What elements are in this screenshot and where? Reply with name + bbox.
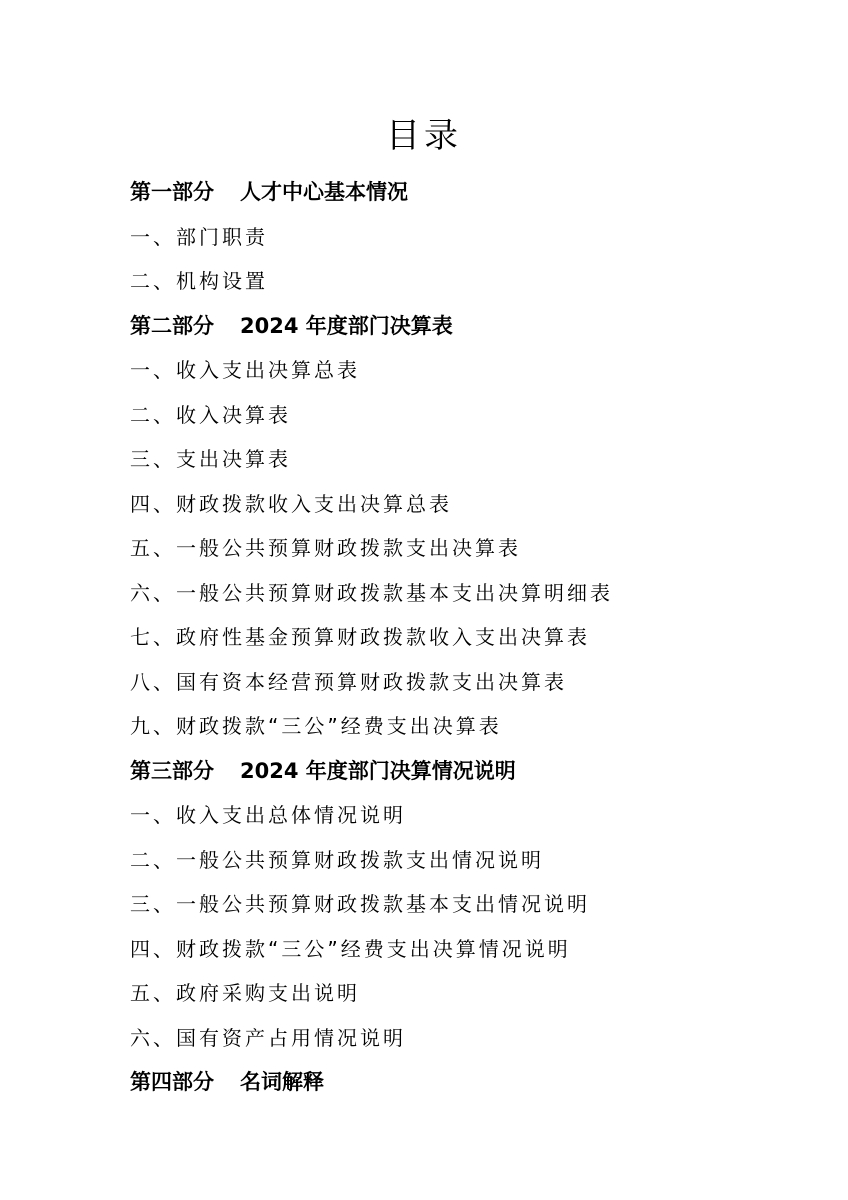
toc-item[interactable]: 八、国有资本经营预算财政拨款支出决算表 bbox=[130, 669, 567, 694]
toc-item[interactable]: 三、支出决算表 bbox=[130, 447, 291, 471]
part-name: 2024 年度部门决算表 bbox=[240, 313, 453, 338]
toc-item[interactable]: 一、收入支出总体情况说明 bbox=[130, 803, 406, 827]
toc-item[interactable]: 九、财政拨款“三公”经费支出决算表 bbox=[130, 714, 502, 738]
toc-item[interactable]: 四、财政拨款收入支出决算总表 bbox=[130, 491, 452, 516]
toc-part-2-heading[interactable] bbox=[130, 304, 770, 349]
toc-item[interactable]: 五、一般公共预算财政拨款支出决算表 bbox=[130, 536, 521, 560]
toc-item[interactable]: 六、一般公共预算财政拨款基本支出决算明细表 bbox=[130, 580, 613, 605]
toc-item[interactable]: 一、部门职责 bbox=[130, 224, 268, 249]
part-number: 第三部分 bbox=[130, 758, 214, 783]
toc-item[interactable]: 一、收入支出决算总表 bbox=[130, 358, 360, 382]
toc-item[interactable]: 六、国有资产占用情况说明 bbox=[130, 1025, 406, 1050]
part-name: 名词解释 bbox=[240, 1070, 324, 1094]
toc-item[interactable]: 二、一般公共预算财政拨款支出情况说明 bbox=[130, 847, 544, 872]
part-number: 第二部分 bbox=[130, 313, 214, 338]
table-of-contents bbox=[130, 170, 770, 1105]
toc-part-3-heading[interactable] bbox=[130, 749, 770, 794]
toc-item[interactable]: 七、政府性基金预算财政拨款收入支出决算表 bbox=[130, 625, 590, 649]
part-number: 第四部分 bbox=[130, 1070, 214, 1094]
toc-part-4-heading[interactable] bbox=[130, 1060, 770, 1105]
part-name: 2024 年度部门决算情况说明 bbox=[240, 758, 516, 783]
toc-item[interactable]: 二、收入决算表 bbox=[130, 402, 291, 427]
part-name: 人才中心基本情况 bbox=[240, 180, 408, 204]
toc-item[interactable]: 二、机构设置 bbox=[130, 269, 268, 293]
toc-item[interactable]: 五、政府采购支出说明 bbox=[130, 981, 360, 1005]
toc-item[interactable]: 四、财政拨款“三公”经费支出决算情况说明 bbox=[130, 936, 571, 961]
toc-item[interactable]: 三、一般公共预算财政拨款基本支出情况说明 bbox=[130, 892, 590, 916]
part-number: 第一部分 bbox=[130, 180, 214, 204]
toc-part-1-heading[interactable] bbox=[130, 170, 770, 215]
page-title: 目录 bbox=[386, 116, 462, 156]
